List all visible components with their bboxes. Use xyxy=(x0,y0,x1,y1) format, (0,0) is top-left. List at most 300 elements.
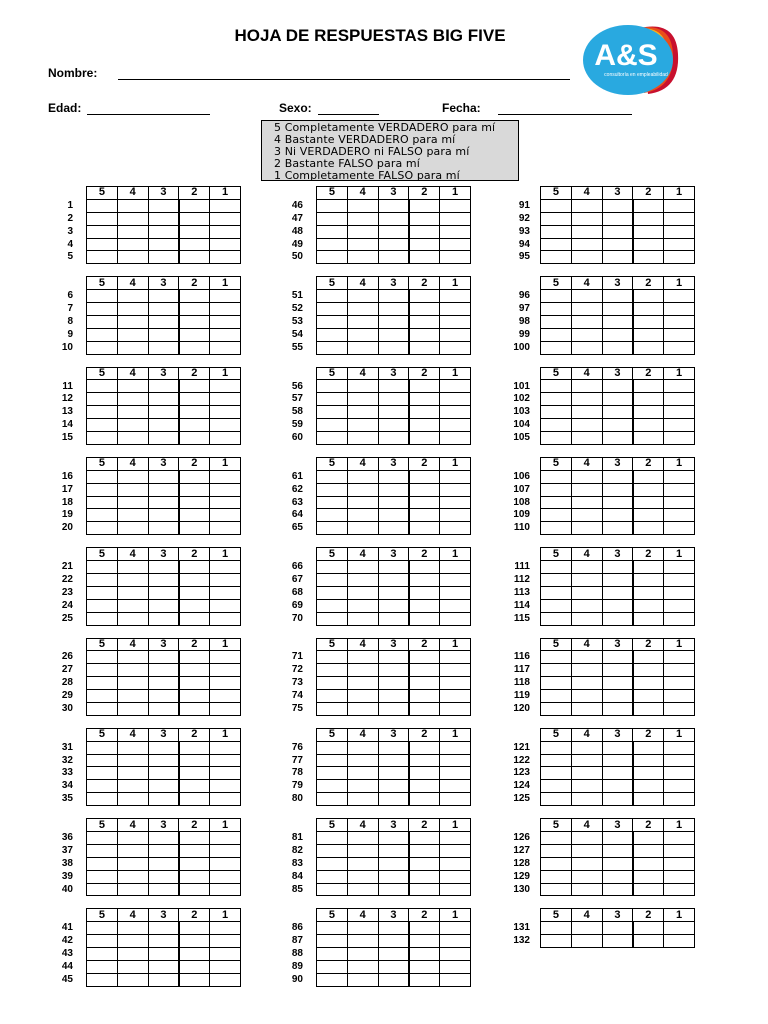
answer-cell[interactable] xyxy=(602,470,633,483)
answer-cell[interactable] xyxy=(210,483,241,496)
answer-cell[interactable] xyxy=(378,225,409,238)
answer-cell[interactable] xyxy=(378,303,409,316)
answer-cell[interactable] xyxy=(210,341,241,354)
answer-cell[interactable] xyxy=(440,341,471,354)
answer-cell[interactable] xyxy=(664,651,695,664)
answer-cell[interactable] xyxy=(440,406,471,419)
answer-cell[interactable] xyxy=(317,973,348,986)
answer-cell[interactable] xyxy=(378,561,409,574)
answer-cell[interactable] xyxy=(210,883,241,896)
answer-cell[interactable] xyxy=(87,225,118,238)
answer-cell[interactable] xyxy=(541,406,572,419)
answer-cell[interactable] xyxy=(602,831,633,844)
answer-cell[interactable] xyxy=(378,470,409,483)
answer-cell[interactable] xyxy=(87,767,118,780)
answer-cell[interactable] xyxy=(87,290,118,303)
answer-cell[interactable] xyxy=(664,496,695,509)
answer-cell[interactable] xyxy=(409,651,440,664)
answer-cell[interactable] xyxy=(571,341,602,354)
answer-cell[interactable] xyxy=(378,212,409,225)
answer-cell[interactable] xyxy=(664,238,695,251)
answer-cell[interactable] xyxy=(347,561,378,574)
answer-cell[interactable] xyxy=(179,973,210,986)
answer-cell[interactable] xyxy=(317,754,348,767)
answer-cell[interactable] xyxy=(664,573,695,586)
answer-cell[interactable] xyxy=(117,199,148,212)
answer-cell[interactable] xyxy=(440,948,471,961)
answer-cell[interactable] xyxy=(117,741,148,754)
answer-cell[interactable] xyxy=(378,341,409,354)
answer-cell[interactable] xyxy=(541,199,572,212)
answer-cell[interactable] xyxy=(148,831,179,844)
answer-cell[interactable] xyxy=(87,651,118,664)
answer-cell[interactable] xyxy=(541,341,572,354)
answer-cell[interactable] xyxy=(571,522,602,535)
answer-cell[interactable] xyxy=(117,922,148,935)
answer-cell[interactable] xyxy=(541,741,572,754)
answer-cell[interactable] xyxy=(602,328,633,341)
answer-cell[interactable] xyxy=(179,573,210,586)
answer-cell[interactable] xyxy=(633,651,664,664)
answer-cell[interactable] xyxy=(440,251,471,264)
answer-cell[interactable] xyxy=(571,251,602,264)
answer-cell[interactable] xyxy=(633,522,664,535)
answer-cell[interactable] xyxy=(378,586,409,599)
answer-cell[interactable] xyxy=(347,290,378,303)
answer-cell[interactable] xyxy=(378,509,409,522)
answer-cell[interactable] xyxy=(664,393,695,406)
answer-cell[interactable] xyxy=(440,844,471,857)
answer-cell[interactable] xyxy=(440,522,471,535)
answer-cell[interactable] xyxy=(210,406,241,419)
answer-cell[interactable] xyxy=(571,883,602,896)
answer-cell[interactable] xyxy=(633,380,664,393)
answer-cell[interactable] xyxy=(210,496,241,509)
answer-cell[interactable] xyxy=(210,973,241,986)
answer-cell[interactable] xyxy=(179,432,210,445)
answer-cell[interactable] xyxy=(148,522,179,535)
answer-cell[interactable] xyxy=(317,702,348,715)
answer-cell[interactable] xyxy=(378,690,409,703)
answer-cell[interactable] xyxy=(148,251,179,264)
answer-cell[interactable] xyxy=(179,406,210,419)
answer-cell[interactable] xyxy=(602,199,633,212)
answer-cell[interactable] xyxy=(409,406,440,419)
answer-cell[interactable] xyxy=(664,290,695,303)
answer-cell[interactable] xyxy=(179,599,210,612)
answer-cell[interactable] xyxy=(87,315,118,328)
answer-cell[interactable] xyxy=(378,651,409,664)
answer-cell[interactable] xyxy=(571,419,602,432)
answer-cell[interactable] xyxy=(317,922,348,935)
answer-cell[interactable] xyxy=(633,870,664,883)
answer-cell[interactable] xyxy=(347,586,378,599)
answer-cell[interactable] xyxy=(378,483,409,496)
answer-cell[interactable] xyxy=(633,586,664,599)
answer-cell[interactable] xyxy=(571,780,602,793)
answer-cell[interactable] xyxy=(409,831,440,844)
answer-cell[interactable] xyxy=(179,496,210,509)
answer-cell[interactable] xyxy=(664,251,695,264)
answer-cell[interactable] xyxy=(148,393,179,406)
answer-cell[interactable] xyxy=(571,573,602,586)
answer-cell[interactable] xyxy=(87,702,118,715)
answer-cell[interactable] xyxy=(347,651,378,664)
answer-cell[interactable] xyxy=(378,238,409,251)
answer-cell[interactable] xyxy=(633,883,664,896)
answer-cell[interactable] xyxy=(148,844,179,857)
answer-cell[interactable] xyxy=(117,677,148,690)
answer-cell[interactable] xyxy=(210,599,241,612)
answer-cell[interactable] xyxy=(541,844,572,857)
answer-cell[interactable] xyxy=(602,290,633,303)
answer-cell[interactable] xyxy=(664,935,695,948)
answer-cell[interactable] xyxy=(664,419,695,432)
answer-cell[interactable] xyxy=(179,290,210,303)
answer-cell[interactable] xyxy=(347,690,378,703)
answer-cell[interactable] xyxy=(317,883,348,896)
answer-cell[interactable] xyxy=(440,432,471,445)
answer-cell[interactable] xyxy=(148,341,179,354)
answer-cell[interactable] xyxy=(440,509,471,522)
answer-cell[interactable] xyxy=(87,199,118,212)
answer-cell[interactable] xyxy=(409,251,440,264)
answer-cell[interactable] xyxy=(440,780,471,793)
answer-cell[interactable] xyxy=(148,199,179,212)
answer-cell[interactable] xyxy=(179,690,210,703)
answer-cell[interactable] xyxy=(87,922,118,935)
answer-cell[interactable] xyxy=(602,741,633,754)
answer-cell[interactable] xyxy=(633,677,664,690)
answer-cell[interactable] xyxy=(440,973,471,986)
answer-cell[interactable] xyxy=(664,212,695,225)
answer-cell[interactable] xyxy=(602,599,633,612)
answer-cell[interactable] xyxy=(633,432,664,445)
answer-cell[interactable] xyxy=(541,315,572,328)
answer-cell[interactable] xyxy=(571,612,602,625)
answer-cell[interactable] xyxy=(440,225,471,238)
answer-cell[interactable] xyxy=(664,844,695,857)
answer-cell[interactable] xyxy=(633,857,664,870)
answer-cell[interactable] xyxy=(347,483,378,496)
answer-cell[interactable] xyxy=(179,470,210,483)
answer-cell[interactable] xyxy=(317,857,348,870)
answer-cell[interactable] xyxy=(602,793,633,806)
answer-cell[interactable] xyxy=(378,328,409,341)
answer-cell[interactable] xyxy=(179,341,210,354)
answer-cell[interactable] xyxy=(117,419,148,432)
answer-cell[interactable] xyxy=(179,664,210,677)
sex-field[interactable] xyxy=(318,114,379,115)
answer-cell[interactable] xyxy=(179,212,210,225)
answer-cell[interactable] xyxy=(541,922,572,935)
answer-cell[interactable] xyxy=(440,586,471,599)
answer-cell[interactable] xyxy=(148,690,179,703)
answer-cell[interactable] xyxy=(571,831,602,844)
answer-cell[interactable] xyxy=(602,612,633,625)
answer-cell[interactable] xyxy=(409,380,440,393)
answer-cell[interactable] xyxy=(602,561,633,574)
answer-cell[interactable] xyxy=(148,380,179,393)
answer-cell[interactable] xyxy=(409,870,440,883)
answer-cell[interactable] xyxy=(317,212,348,225)
answer-cell[interactable] xyxy=(317,315,348,328)
answer-cell[interactable] xyxy=(148,573,179,586)
answer-cell[interactable] xyxy=(317,960,348,973)
answer-cell[interactable] xyxy=(148,883,179,896)
answer-cell[interactable] xyxy=(117,948,148,961)
answer-cell[interactable] xyxy=(664,303,695,316)
answer-cell[interactable] xyxy=(87,303,118,316)
answer-cell[interactable] xyxy=(571,483,602,496)
answer-cell[interactable] xyxy=(317,303,348,316)
answer-cell[interactable] xyxy=(317,406,348,419)
answer-cell[interactable] xyxy=(633,754,664,767)
answer-cell[interactable] xyxy=(602,496,633,509)
answer-cell[interactable] xyxy=(179,651,210,664)
answer-cell[interactable] xyxy=(633,573,664,586)
answer-cell[interactable] xyxy=(148,935,179,948)
answer-cell[interactable] xyxy=(317,419,348,432)
answer-cell[interactable] xyxy=(179,303,210,316)
answer-cell[interactable] xyxy=(148,470,179,483)
answer-cell[interactable] xyxy=(317,690,348,703)
answer-cell[interactable] xyxy=(378,741,409,754)
answer-cell[interactable] xyxy=(440,303,471,316)
answer-cell[interactable] xyxy=(210,651,241,664)
answer-cell[interactable] xyxy=(347,509,378,522)
answer-cell[interactable] xyxy=(347,496,378,509)
answer-cell[interactable] xyxy=(571,393,602,406)
answer-cell[interactable] xyxy=(317,470,348,483)
answer-cell[interactable] xyxy=(210,251,241,264)
answer-cell[interactable] xyxy=(210,432,241,445)
answer-cell[interactable] xyxy=(541,509,572,522)
answer-cell[interactable] xyxy=(571,690,602,703)
answer-cell[interactable] xyxy=(87,793,118,806)
answer-cell[interactable] xyxy=(664,328,695,341)
answer-cell[interactable] xyxy=(440,754,471,767)
answer-cell[interactable] xyxy=(409,612,440,625)
answer-cell[interactable] xyxy=(148,948,179,961)
answer-cell[interactable] xyxy=(179,522,210,535)
answer-cell[interactable] xyxy=(541,238,572,251)
answer-cell[interactable] xyxy=(541,793,572,806)
answer-cell[interactable] xyxy=(148,238,179,251)
answer-cell[interactable] xyxy=(117,973,148,986)
answer-cell[interactable] xyxy=(179,960,210,973)
answer-cell[interactable] xyxy=(317,831,348,844)
answer-cell[interactable] xyxy=(571,212,602,225)
answer-cell[interactable] xyxy=(602,754,633,767)
answer-cell[interactable] xyxy=(571,586,602,599)
answer-cell[interactable] xyxy=(148,780,179,793)
answer-cell[interactable] xyxy=(347,303,378,316)
answer-cell[interactable] xyxy=(664,341,695,354)
answer-cell[interactable] xyxy=(440,793,471,806)
answer-cell[interactable] xyxy=(440,290,471,303)
answer-cell[interactable] xyxy=(409,238,440,251)
answer-cell[interactable] xyxy=(378,664,409,677)
answer-cell[interactable] xyxy=(602,664,633,677)
answer-cell[interactable] xyxy=(541,483,572,496)
answer-cell[interactable] xyxy=(409,599,440,612)
answer-cell[interactable] xyxy=(179,948,210,961)
answer-cell[interactable] xyxy=(378,844,409,857)
answer-cell[interactable] xyxy=(179,328,210,341)
answer-cell[interactable] xyxy=(317,483,348,496)
answer-cell[interactable] xyxy=(179,509,210,522)
answer-cell[interactable] xyxy=(409,664,440,677)
answer-cell[interactable] xyxy=(664,677,695,690)
answer-cell[interactable] xyxy=(541,470,572,483)
answer-cell[interactable] xyxy=(602,303,633,316)
answer-cell[interactable] xyxy=(210,948,241,961)
answer-cell[interactable] xyxy=(317,432,348,445)
answer-cell[interactable] xyxy=(440,470,471,483)
answer-cell[interactable] xyxy=(664,793,695,806)
answer-cell[interactable] xyxy=(571,470,602,483)
answer-cell[interactable] xyxy=(571,328,602,341)
answer-cell[interactable] xyxy=(571,432,602,445)
answer-cell[interactable] xyxy=(409,960,440,973)
answer-cell[interactable] xyxy=(571,303,602,316)
answer-cell[interactable] xyxy=(148,328,179,341)
answer-cell[interactable] xyxy=(148,973,179,986)
answer-cell[interactable] xyxy=(409,483,440,496)
answer-cell[interactable] xyxy=(117,290,148,303)
answer-cell[interactable] xyxy=(440,419,471,432)
answer-cell[interactable] xyxy=(210,780,241,793)
answer-cell[interactable] xyxy=(409,303,440,316)
answer-cell[interactable] xyxy=(210,857,241,870)
answer-cell[interactable] xyxy=(664,754,695,767)
answer-cell[interactable] xyxy=(117,522,148,535)
answer-cell[interactable] xyxy=(179,793,210,806)
answer-cell[interactable] xyxy=(148,960,179,973)
answer-cell[interactable] xyxy=(440,741,471,754)
answer-cell[interactable] xyxy=(541,677,572,690)
answer-cell[interactable] xyxy=(210,831,241,844)
answer-cell[interactable] xyxy=(317,225,348,238)
answer-cell[interactable] xyxy=(210,393,241,406)
answer-cell[interactable] xyxy=(347,973,378,986)
answer-cell[interactable] xyxy=(541,870,572,883)
answer-cell[interactable] xyxy=(541,303,572,316)
answer-cell[interactable] xyxy=(664,509,695,522)
answer-cell[interactable] xyxy=(148,290,179,303)
answer-cell[interactable] xyxy=(378,948,409,961)
answer-cell[interactable] xyxy=(664,922,695,935)
answer-cell[interactable] xyxy=(317,651,348,664)
answer-cell[interactable] xyxy=(602,870,633,883)
answer-cell[interactable] xyxy=(664,831,695,844)
answer-cell[interactable] xyxy=(440,483,471,496)
answer-cell[interactable] xyxy=(179,380,210,393)
answer-cell[interactable] xyxy=(409,341,440,354)
answer-cell[interactable] xyxy=(602,690,633,703)
answer-cell[interactable] xyxy=(378,922,409,935)
answer-cell[interactable] xyxy=(210,741,241,754)
answer-cell[interactable] xyxy=(409,702,440,715)
answer-cell[interactable] xyxy=(347,793,378,806)
answer-cell[interactable] xyxy=(664,225,695,238)
answer-cell[interactable] xyxy=(602,780,633,793)
answer-cell[interactable] xyxy=(87,522,118,535)
answer-cell[interactable] xyxy=(378,935,409,948)
answer-cell[interactable] xyxy=(210,470,241,483)
answer-cell[interactable] xyxy=(541,651,572,664)
answer-cell[interactable] xyxy=(87,754,118,767)
answer-cell[interactable] xyxy=(317,870,348,883)
answer-cell[interactable] xyxy=(210,677,241,690)
answer-cell[interactable] xyxy=(117,341,148,354)
answer-cell[interactable] xyxy=(541,225,572,238)
answer-cell[interactable] xyxy=(117,612,148,625)
answer-cell[interactable] xyxy=(117,393,148,406)
answer-cell[interactable] xyxy=(148,303,179,316)
age-field[interactable] xyxy=(87,114,210,115)
answer-cell[interactable] xyxy=(347,767,378,780)
answer-cell[interactable] xyxy=(179,831,210,844)
answer-cell[interactable] xyxy=(664,599,695,612)
answer-cell[interactable] xyxy=(571,677,602,690)
answer-cell[interactable] xyxy=(541,690,572,703)
answer-cell[interactable] xyxy=(602,419,633,432)
answer-cell[interactable] xyxy=(117,238,148,251)
answer-cell[interactable] xyxy=(409,857,440,870)
answer-cell[interactable] xyxy=(179,780,210,793)
answer-cell[interactable] xyxy=(633,470,664,483)
answer-cell[interactable] xyxy=(571,599,602,612)
answer-cell[interactable] xyxy=(633,780,664,793)
answer-cell[interactable] xyxy=(440,561,471,574)
answer-cell[interactable] xyxy=(409,419,440,432)
answer-cell[interactable] xyxy=(87,573,118,586)
answer-cell[interactable] xyxy=(440,883,471,896)
answer-cell[interactable] xyxy=(179,857,210,870)
answer-cell[interactable] xyxy=(117,870,148,883)
answer-cell[interactable] xyxy=(210,522,241,535)
answer-cell[interactable] xyxy=(409,573,440,586)
answer-cell[interactable] xyxy=(378,419,409,432)
answer-cell[interactable] xyxy=(117,664,148,677)
answer-cell[interactable] xyxy=(210,561,241,574)
answer-cell[interactable] xyxy=(378,573,409,586)
answer-cell[interactable] xyxy=(317,612,348,625)
answer-cell[interactable] xyxy=(633,922,664,935)
answer-cell[interactable] xyxy=(117,702,148,715)
answer-cell[interactable] xyxy=(87,406,118,419)
answer-cell[interactable] xyxy=(87,483,118,496)
answer-cell[interactable] xyxy=(117,599,148,612)
answer-cell[interactable] xyxy=(541,586,572,599)
answer-cell[interactable] xyxy=(347,432,378,445)
answer-cell[interactable] xyxy=(87,612,118,625)
answer-cell[interactable] xyxy=(347,883,378,896)
answer-cell[interactable] xyxy=(179,251,210,264)
answer-cell[interactable] xyxy=(602,883,633,896)
answer-cell[interactable] xyxy=(317,238,348,251)
answer-cell[interactable] xyxy=(440,496,471,509)
answer-cell[interactable] xyxy=(148,651,179,664)
answer-cell[interactable] xyxy=(210,960,241,973)
answer-cell[interactable] xyxy=(602,586,633,599)
answer-cell[interactable] xyxy=(347,251,378,264)
answer-cell[interactable] xyxy=(602,238,633,251)
answer-cell[interactable] xyxy=(602,509,633,522)
answer-cell[interactable] xyxy=(378,251,409,264)
